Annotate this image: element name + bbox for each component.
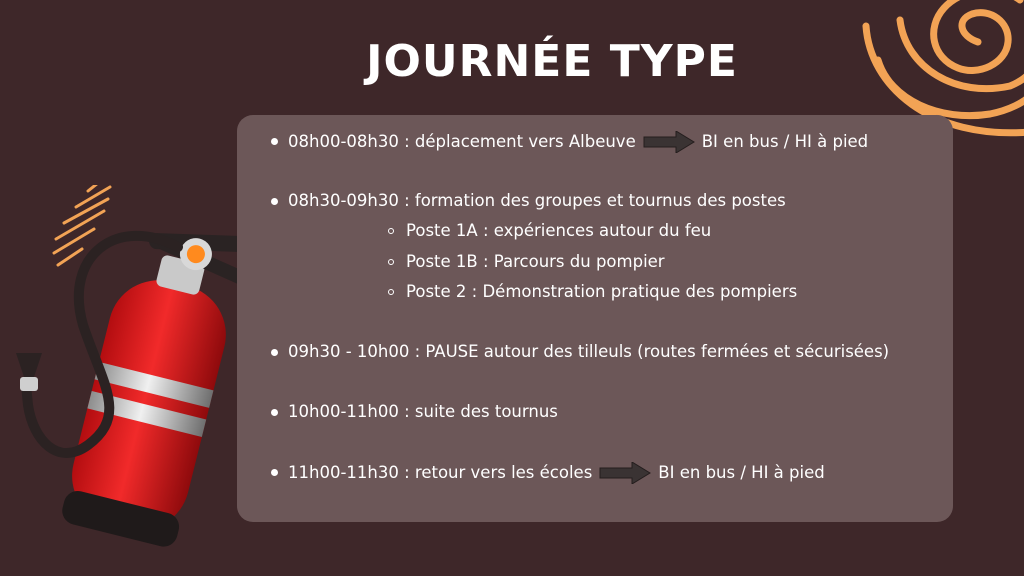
page-title: JOURNÉE TYPE: [366, 36, 738, 87]
sub-bullet-icon: [388, 289, 394, 295]
schedule-item: [288, 402, 558, 422]
right-arrow-icon: [598, 462, 652, 484]
schedule-item-text: 09h30 - 10h00 : PAUSE autour des tilleuls (routes fermées et sécurisées): [288, 342, 890, 361]
bullet-icon: [271, 409, 278, 416]
schedule-subitem-text: Poste 1A : expériences autour du feu: [406, 221, 712, 240]
sub-bullet-icon: [388, 228, 394, 234]
schedule-subitem: [406, 282, 797, 302]
schedule-subitem: [406, 252, 665, 272]
schedule-subitem: [406, 221, 711, 241]
schedule-item-transport: BI en bus / HI à pied: [701, 132, 869, 151]
sub-bullet-icon: [388, 259, 394, 265]
bullet-icon: [271, 469, 278, 476]
right-arrow-icon: [642, 131, 696, 153]
schedule-item: [288, 191, 786, 211]
schedule-item-transport: BI en bus / HI à pied: [658, 463, 825, 482]
schedule-item: [288, 462, 825, 484]
fire-extinguisher-illustration: [8, 205, 268, 560]
bullet-icon: [271, 198, 278, 205]
schedule-item: [288, 342, 889, 362]
schedule-item: [288, 131, 868, 153]
schedule-item-text: 08h00-08h30 : déplacement vers Albeuve: [288, 132, 636, 151]
bullet-icon: [271, 138, 278, 145]
schedule-item-text: 10h00-11h00 : suite des tournus: [288, 402, 558, 421]
bullet-icon: [271, 349, 278, 356]
schedule-item-text: 11h00-11h30 : retour vers les écoles: [288, 463, 593, 482]
schedule-panel: [237, 115, 953, 522]
schedule-subitem-text: Poste 1B : Parcours du pompier: [406, 252, 665, 271]
schedule-item-text: 08h30-09h30 : formation des groupes et tournus des postes: [288, 191, 786, 210]
schedule-subitem-text: Poste 2 : Démonstration pratique des pompiers: [406, 282, 798, 301]
